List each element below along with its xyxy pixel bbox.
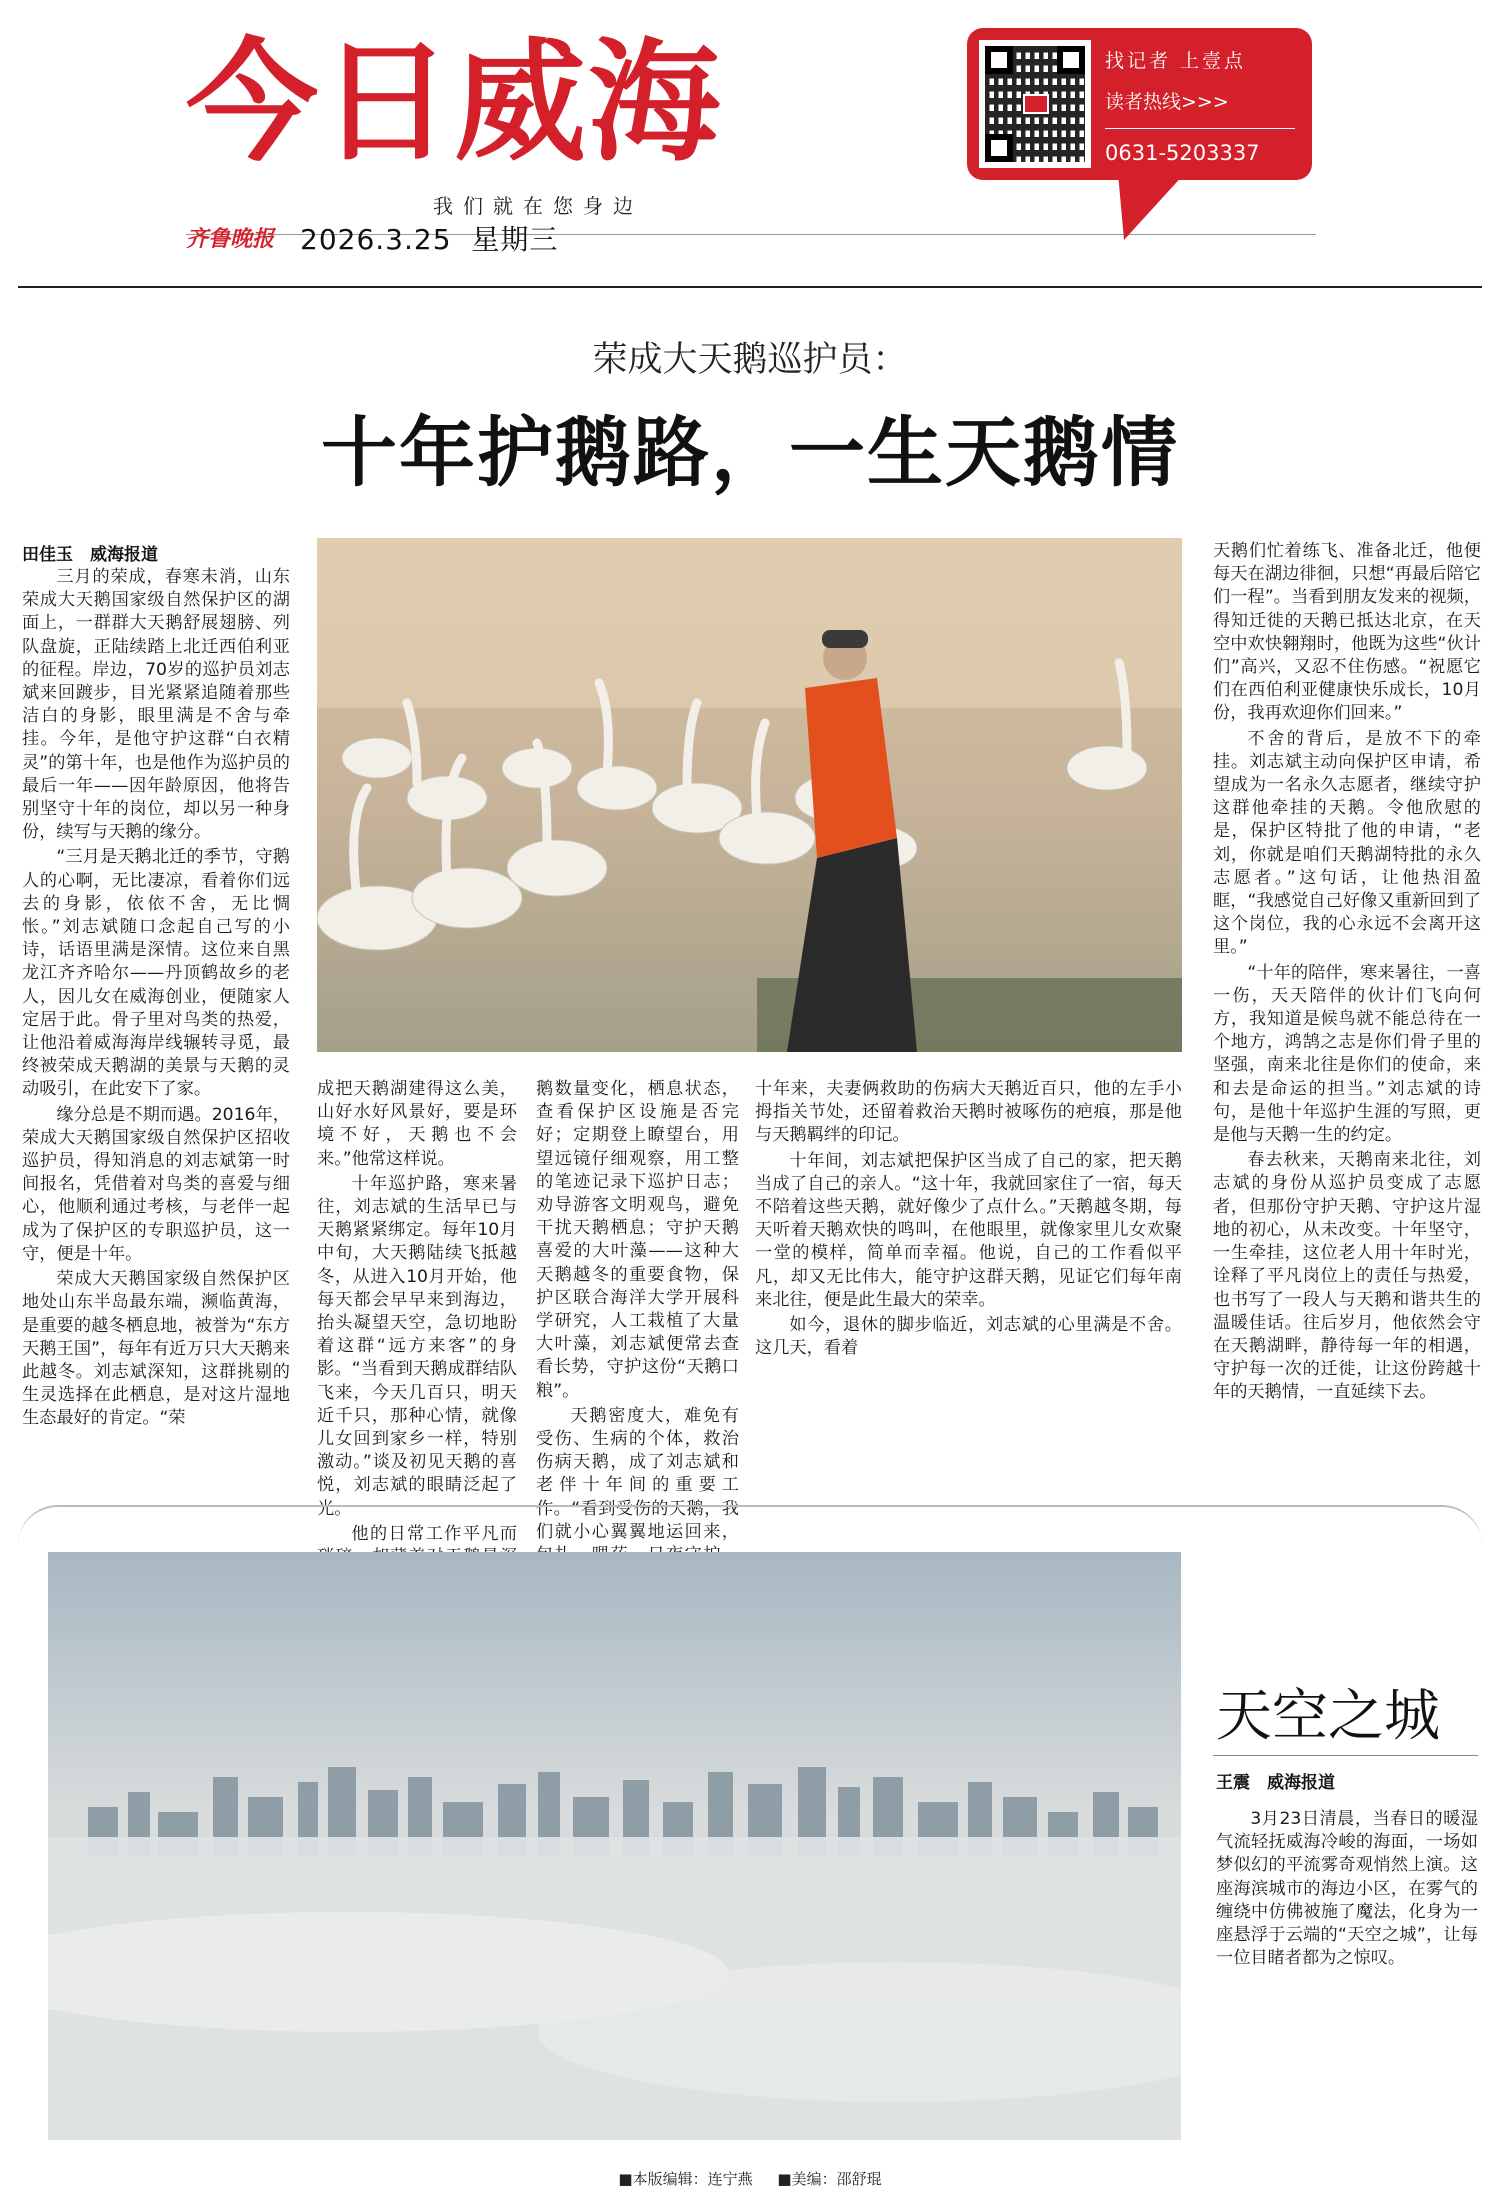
paragraph: 如今，退休的脚步临近，刘志斌的心里满是不舍。这几天，看着 xyxy=(755,1315,1182,1359)
qr-finder xyxy=(985,46,1013,74)
date: 2026.3.25 xyxy=(300,223,452,256)
designer-credit: ■美编：邵舒琨 xyxy=(777,2170,882,2188)
contact-lines xyxy=(1105,46,1295,165)
paragraph: 他的日常工作平凡而 xyxy=(351,1523,517,1544)
issue-date xyxy=(300,218,558,258)
qr-code-icon[interactable] xyxy=(979,40,1091,168)
contact-tagline: 找记者 上壹点 xyxy=(1105,50,1247,72)
story-kicker: 荣成大天鹅巡护员： xyxy=(592,340,908,380)
paragraph: 天鹅们忙着练飞、准备北迁，他便每天在湖边徘徊，只想“再最后陪它们一程”。当看到朋友发来的视频，得知迁徙的天鹅已抵达北京，在天空中欢快翱翔时，他既为这些“伙计们”高兴，又忍不住伤感。“祝愿它们在西伯利亚健康快乐成长，10月份，我再欢迎你们回来。” xyxy=(1213,541,1481,724)
feature-byline: 王震 威海报道 xyxy=(1216,1773,1335,1793)
page-credits xyxy=(0,2168,1500,2189)
story-byline: 田佳玉 威海报道 xyxy=(22,545,158,565)
article-column-1 xyxy=(22,566,290,1433)
weekday: 星期三 xyxy=(471,223,559,256)
page-top-rule xyxy=(18,286,1482,288)
paragraph: 不舍的背后，是放不下的牵挂。刘志斌主动向保护区申请，希望成为一名永久志愿者，继续守护这群他牵挂的天鹅。令他欣慰的是，保护区特批了他的申请，“老刘，你就是咱们天鹅湖特批的永久志愿者。”这句话，让他热泪盈眶，“我感觉自己好像又重新回到了这个岗位，我的心永远不会离开这里。” xyxy=(1213,728,1481,958)
feature-body xyxy=(1216,1808,1478,1972)
qr-logo-badge xyxy=(1023,94,1049,114)
reader-hotline-label: 读者热线>>> xyxy=(1105,91,1229,113)
paragraph: 春去秋来，天鹅南来北往，刘志斌的身份从巡护员变成了志愿者，但那份守护天鹅、守护这片湿地的初心，从未改变。十年坚守，一生牵挂，这位老人用十年时光，诠释了平凡岗位上的责任与热爱，也书写了一段人与天鹅和谐共生的温暖佳话。往后岁月，他依然会守在天鹅湖畔，静待每一年的相遇，守护每一次的迁徙，让这份跨越十年的天鹅情，一直延续下去。 xyxy=(1213,1150,1481,1403)
editor-credit: ■本版编辑：连宁燕 xyxy=(618,2170,753,2188)
paragraph: 十年巡护路，寒来暑往，刘志斌的生活早已与天鹅紧紧绑定。每年10月中旬，大天鹅陆续飞抵越冬，从进入10月开始，他每天都会早早来到海边，抬头凝望天空，急切地盼着这群“远方来客”的身影。“当看到天鹅成群结队飞来，今天几百只，明天近千只，那种心情，就像儿女回到家乡一样，特别激动。”谈及初见天鹅的喜悦，刘志斌的眼睛泛起了光。 xyxy=(317,1173,517,1519)
paragraph: “三月是天鹅北迁的季节，守鹅人的心啊，无比凄凉，看着你们远去的身影，依依不舍，无比惆怅。”刘志斌随口念起自己写的小诗，话语里满是深情。这位来自黑龙江齐齐哈尔——丹顶鹤故乡的老人，因儿女在威海创业，便随家人定居于此。骨子里对鸟类的热爱，让他沿着威海海岸线辗转寻觅，最终被荣成天鹅湖的美景与天鹅的灵动吸引，在此安下了家。 xyxy=(22,847,290,1100)
swans-photo xyxy=(317,538,1182,1052)
story-headline: 十年护鹅路，一生天鹅情 xyxy=(321,408,1179,497)
paragraph: 成把天鹅湖建得这么美，山好水好风景好，要是环境不好，天鹅也不会来。”他常这样说。 xyxy=(317,1079,517,1169)
paragraph: 3月23日清晨，当春日的暖湿气流轻抚威海冷峻的海面，一场如梦似幻的平流雾奇观悄然上演。这座海滨城市的海边小区，在雾气的缠绕中仿佛被施了魔法，化身为一座悬浮于云端的“天空之城”，让每一位目睹者都为之惊叹。 xyxy=(1216,1809,1478,1969)
logo: 今日威海 xyxy=(186,26,722,180)
paragraph: 缘分总是不期而遇。2016年，荣成大天鹅国家级自然保护区招收巡护员，得知消息的刘志斌第一时间报名，凭借着对鸟类的喜爱与细心，他顺利通过考核，与老伴一起成为了保护区的专职巡护员，这一守，便是十年。 xyxy=(22,1104,290,1264)
hotline-number: 0631-5203337 xyxy=(1105,128,1295,165)
paper-name: 齐鲁晚报 xyxy=(186,226,275,252)
paragraph: 十年间，刘志斌把保护区当成了自己的家，把天鹅当成了自己的亲人。“这十年，我就回家住了一宿，每天不陪着这些天鹅，就好像少了点什么。”天鹅越冬期，每天听着天鹅欢快的鸣叫，在他眼里，就像家里儿女欢聚一堂的模样，简单而幸福。他说，自己的工作看似平凡，却又无比伟大，能守护这群天鹅，见证它们每年南来北往，便是此生最大的荣幸。 xyxy=(755,1150,1182,1310)
paragraph: 天鹅密度大，难免有受伤、生病的个体，救治伤病天鹅，成了刘志斌和老伴十年间的重要工作。“看到受伤的天鹅，我们就小心翼翼地运回来， xyxy=(536,1405,739,1542)
slogan: 我们就在您身边 xyxy=(433,194,643,218)
article-column-5 xyxy=(1213,540,1481,1407)
paragraph: 鹅数量变化，栖息状态，查看保护区设施是否完好；定期登上瞭望台，用望远镜仔细观察，用工整的笔迹记录下巡护日志；劝导游客文明观鸟，避免干扰天鹅栖息；守护天鹅喜爱的大叶藻——这种大天鹅越冬的重要食物，保护区联合海洋大学开展科学研究，人工栽植了大量大叶藻，刘志斌便常去查看长势，守护这份“天鹅口粮”。 xyxy=(536,1079,739,1401)
article-column-4 xyxy=(755,1078,1182,1362)
qr-finder xyxy=(1057,46,1085,74)
paragraph: 三月的荣成，春寒未消，山东荣成大天鹅国家级自然保护区的湖面上，一群群大天鹅舒展翅膀、列队盘旋，正陆续踏上北迁西伯利亚的征程。岸边，70岁的巡护员刘志斌来回踱步，目光紧紧追随着那些洁白的身影，眼里满是不舍与牵挂。今年，是他守护这群“白衣精灵”的第十年，也是他作为巡护员的最后一年——因年龄原因，他将告别坚守十年的岗位，却以另一种身份，续写与天鹅的缘分。 xyxy=(22,567,290,843)
city-in-fog-photo xyxy=(48,1552,1181,2140)
contact-box xyxy=(967,28,1312,180)
qr-finder xyxy=(985,134,1013,162)
paragraph: 十年来，夫妻俩救助的伤病大天鹅近百只，他的左手小拇指关节处，还留着救治天鹅时被啄伤的疤痕，那是他与天鹅羁绊的印记。 xyxy=(755,1079,1182,1146)
paragraph: 荣成大天鹅国家级自然保护区地处山东半岛最东端，濒临黄海，是重要的越冬栖息地，被誉为“东方天鹅王国”，每年有近万只大天鹅来此越冬。刘志斌深知，这群挑剔的生灵选择在此栖息，是对这片湿地生态最好的肯定。“荣 xyxy=(22,1269,290,1429)
paragraph: “十年的陪伴，寒来暑往，一喜一伤，天天陪伴的伙计们飞向何方，我知道是候鸟就不能总待在一个地方，鸿鹄之志是你们骨子里的坚强，南来北往是你们的使命，来和去是命运的担当。”刘志斌的诗句，是他十年巡护生涯的写照，更是他与天鹅一生的约定。 xyxy=(1213,962,1481,1146)
feature-title-rule xyxy=(1213,1755,1478,1756)
feature-title: 天空之城 xyxy=(1216,1684,1440,1749)
